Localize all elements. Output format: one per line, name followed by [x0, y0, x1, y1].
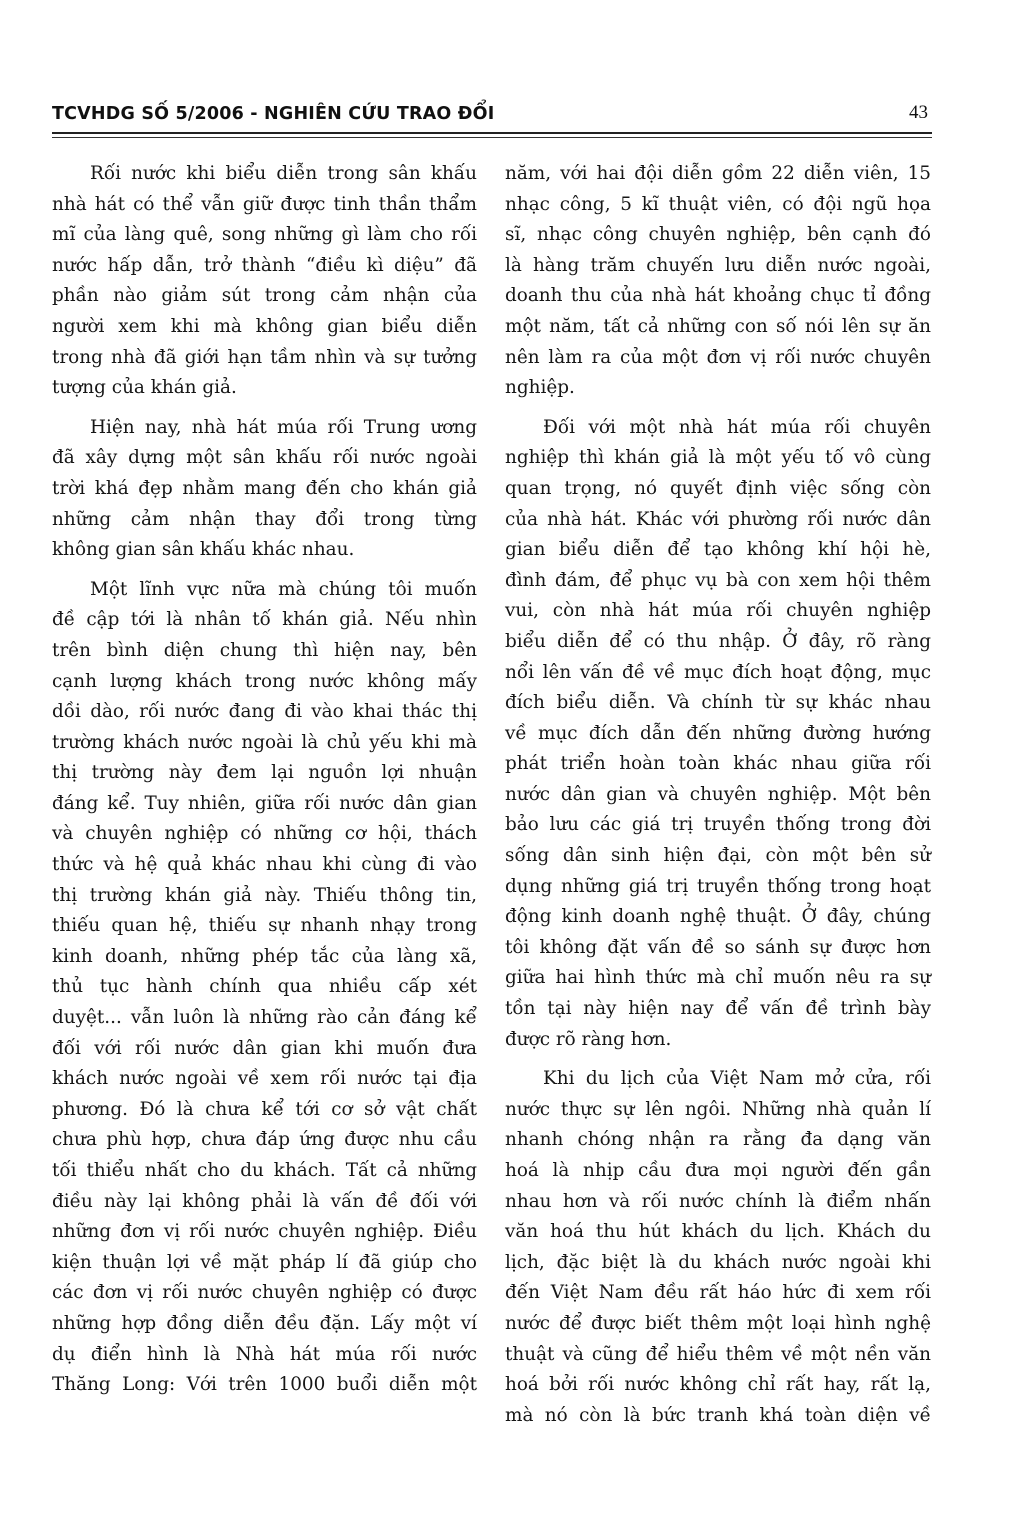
text-line: và chuyên nghiệp có những cơ hội, thách	[52, 823, 477, 845]
text-line: bảo lưu các giá trị truyền thống trong đời	[505, 814, 931, 836]
text-line: thức và hệ quả khác nhau khi cùng đi vào	[52, 854, 477, 876]
text-line: văn hoá thu hút khách du lịch. Khách du	[505, 1221, 931, 1243]
text-line: nhau hơn và rối nước chính là điểm nhấn	[505, 1190, 931, 1212]
text-line: thị trường này đem lại nguồn lợi nhuận	[52, 762, 477, 784]
paragraph-gap	[505, 1055, 931, 1064]
text-line: người xem khi mà không gian biểu diễn	[52, 315, 477, 337]
text-line: nên làm ra của một đơn vị rối nước chuyên	[505, 346, 931, 368]
text-line: Khi du lịch của Việt Nam mở cửa, rối	[543, 1068, 931, 1090]
text-line: là hàng trăm chuyến lưu diễn nước ngoài,	[505, 254, 931, 276]
text-line: hoá bởi rối nước không chỉ rất hay, rất lạ,	[505, 1374, 931, 1396]
text-line: nhà hát có thể vẫn giữ được tinh thần thẩm	[52, 193, 477, 215]
text-line: thủ tục hành chính qua nhiều cấp xét	[52, 976, 477, 998]
left-column	[52, 159, 477, 1401]
text-line: các đơn vị rối nước chuyên nghiệp có được	[52, 1282, 477, 1304]
text-line: thiếu quan hệ, thiếu sự nhanh nhạy trong	[52, 915, 477, 937]
text-line: sống dân sinh hiện đại, còn một bên sử	[505, 845, 931, 867]
header-rule-thin	[52, 137, 932, 138]
text-line: Thăng Long: Với trên 1000 buổi diễn một	[52, 1374, 477, 1396]
text-line: trong nhà đã giới hạn tầm nhìn và sự tưởng	[52, 346, 477, 368]
text-line: dụng những giá trị truyền thống trong hoạt	[505, 875, 931, 897]
paragraph	[52, 413, 477, 566]
paragraph-gap	[505, 404, 931, 413]
text-line: thị trường khán giả này. Thiếu thông tin,	[52, 884, 477, 906]
text-line: quan trọng, nó quyết định việc sống còn	[505, 477, 931, 499]
text-line: đình đám, để phục vụ bà con xem hội thêm	[505, 569, 931, 591]
text-line: nước để được biết thêm một loại hình nghệ	[505, 1312, 931, 1334]
text-line: nghiệp.	[505, 377, 575, 399]
text-line: Rối nước khi biểu diễn trong sân khấu	[90, 163, 477, 184]
text-line: giữa hai hình thức mà chỉ muốn nêu ra sự	[505, 967, 931, 989]
journal-header-title: TCVHDG SỐ 5/2006 - NGHIÊN CỨU TRAO ĐỔI	[52, 104, 495, 124]
text-line: Một lĩnh vực nữa mà chúng tôi muốn	[90, 578, 477, 600]
text-line: được rõ ràng hơn.	[505, 1028, 672, 1050]
text-line: đối với rối nước dân gian khi muốn đưa	[52, 1037, 477, 1059]
running-header	[52, 100, 932, 134]
text-line: gian biểu diễn để tạo không khí hội hè,	[505, 539, 931, 561]
text-line: phương. Đó là chưa kể tới cơ sở vật chất	[52, 1098, 477, 1120]
text-line: đã xây dựng một sân khấu rối nước ngoài	[52, 447, 477, 469]
text-line: nổi lên vấn đề về mục đích hoạt động, mục	[505, 661, 931, 683]
page-number: 43	[909, 102, 928, 123]
text-line: tượng của khán giả.	[52, 377, 237, 399]
text-line: dụ điển hình là Nhà hát múa rối nước	[52, 1343, 477, 1365]
text-line: trường khách nước ngoài là chủ yếu khi mà	[52, 731, 477, 753]
header-rule-thick	[52, 132, 932, 134]
text-line: nhanh chóng nhận ra rằng đa dạng văn	[505, 1129, 931, 1151]
text-line: trên bình diện chung thì hiện nay, bên	[52, 639, 477, 661]
right-column	[505, 159, 931, 1431]
paragraph	[52, 575, 477, 1401]
text-line: về mục đích dẫn đến những đường hướng	[505, 722, 931, 744]
text-line: trời khá đẹp nhằm mang đến cho khán giả	[52, 477, 477, 499]
text-line: dồi dào, rối nước đang đi vào khai thác thị	[52, 701, 477, 723]
text-line: biểu diễn để có thu nhập. Ở đây, rõ ràng	[505, 630, 931, 652]
text-line: đáng kể. Tuy nhiên, giữa rối nước dân gian	[52, 792, 477, 814]
text-line: điều này lại không phải là vấn đề đối với	[52, 1190, 477, 1212]
paragraph-gap	[52, 404, 477, 413]
text-line: lịch, đặc biệt là du khách nước ngoài khi	[505, 1251, 931, 1273]
text-line: nước thực sự lên ngôi. Những nhà quản lí	[505, 1098, 931, 1120]
text-line: sĩ, nhạc công chuyên nghiệp, bên cạnh đó	[505, 224, 931, 246]
text-line: không gian sân khấu khác nhau.	[52, 539, 355, 561]
text-line: năm, với hai đội diễn gồm 22 diễn viên, 15	[505, 163, 931, 184]
text-line: nước dân gian và chuyên nghiệp. Một bên	[505, 783, 931, 805]
paragraph	[505, 1064, 931, 1431]
paragraph	[52, 159, 477, 404]
text-line: những hợp đồng diễn đều đặn. Lấy một ví	[52, 1312, 477, 1334]
text-line: những đơn vị rối nước chuyên nghiệp. Điều	[52, 1221, 477, 1243]
text-line: nhạc công, 5 kĩ thuật viên, có đội ngũ họa	[505, 193, 931, 215]
text-line: động kinh doanh nghệ thuật. Ở đây, chúng	[505, 906, 931, 928]
text-line: của nhà hát. Khác với phường rối nước dân	[505, 508, 931, 530]
text-line: Đối với một nhà hát múa rối chuyên	[543, 416, 931, 438]
text-line: nghiệp thì khán giả là một yếu tố vô cùng	[505, 447, 931, 469]
text-line: một năm, tất cả những con số nói lên sự ăn	[505, 315, 931, 337]
text-line: kiện thuận lợi về mặt pháp lí đã giúp cho	[52, 1251, 477, 1273]
text-line: duyệt... vẫn luôn là những rào cản đáng kể	[52, 1007, 477, 1029]
text-line: khách nước ngoài về xem rối nước tại địa	[52, 1068, 477, 1090]
text-line: mĩ của làng quê, song những gì làm cho rối	[52, 224, 477, 246]
text-line: vui, còn nhà hát múa rối chuyên nghiệp	[505, 600, 931, 622]
text-line: hoá là nhịp cầu đưa mọi người đến gần	[505, 1160, 931, 1181]
text-line: đích biểu diễn. Và chính từ sự khác nhau	[505, 692, 931, 714]
text-line: kinh doanh, những phép tắc của làng xã,	[52, 945, 477, 967]
text-line: thuật và cũng để hiểu thêm về một nền văn	[505, 1343, 931, 1365]
paragraph	[505, 413, 931, 1055]
text-line: phát triển hoàn toàn khác nhau giữa rối	[505, 753, 931, 775]
paragraph	[505, 159, 931, 404]
text-line: Hiện nay, nhà hát múa rối Trung ương	[90, 416, 477, 438]
text-line: cạnh lượng khách trong nước không mấy	[52, 670, 477, 692]
text-line: mà nó còn là bức tranh khá toàn diện về	[505, 1404, 931, 1426]
text-line: đề cập tới là nhân tố khán giả. Nếu nhìn	[52, 609, 477, 631]
text-line: tối thiểu nhất cho du khách. Tất cả những	[52, 1160, 477, 1181]
text-line: tôi không đặt vấn đề so sánh sự được hơn	[505, 936, 931, 958]
text-line: những cảm nhận thay đổi trong từng	[52, 508, 477, 530]
text-line: nước hấp dẫn, trở thành “điều kì diệu” đã	[52, 254, 477, 276]
text-line: doanh thu của nhà hát khoảng chục tỉ đồng	[505, 285, 931, 307]
text-line: đến Việt Nam đều rất háo hức đi xem rối	[505, 1282, 931, 1304]
text-line: tồn tại này hiện nay để vấn đề trình bày	[505, 998, 931, 1020]
text-line: phần nào giảm sút trong cảm nhận của	[52, 285, 477, 307]
paragraph-gap	[52, 566, 477, 575]
text-line: chưa phù hợp, chưa đáp ứng được nhu cầu	[52, 1129, 477, 1151]
